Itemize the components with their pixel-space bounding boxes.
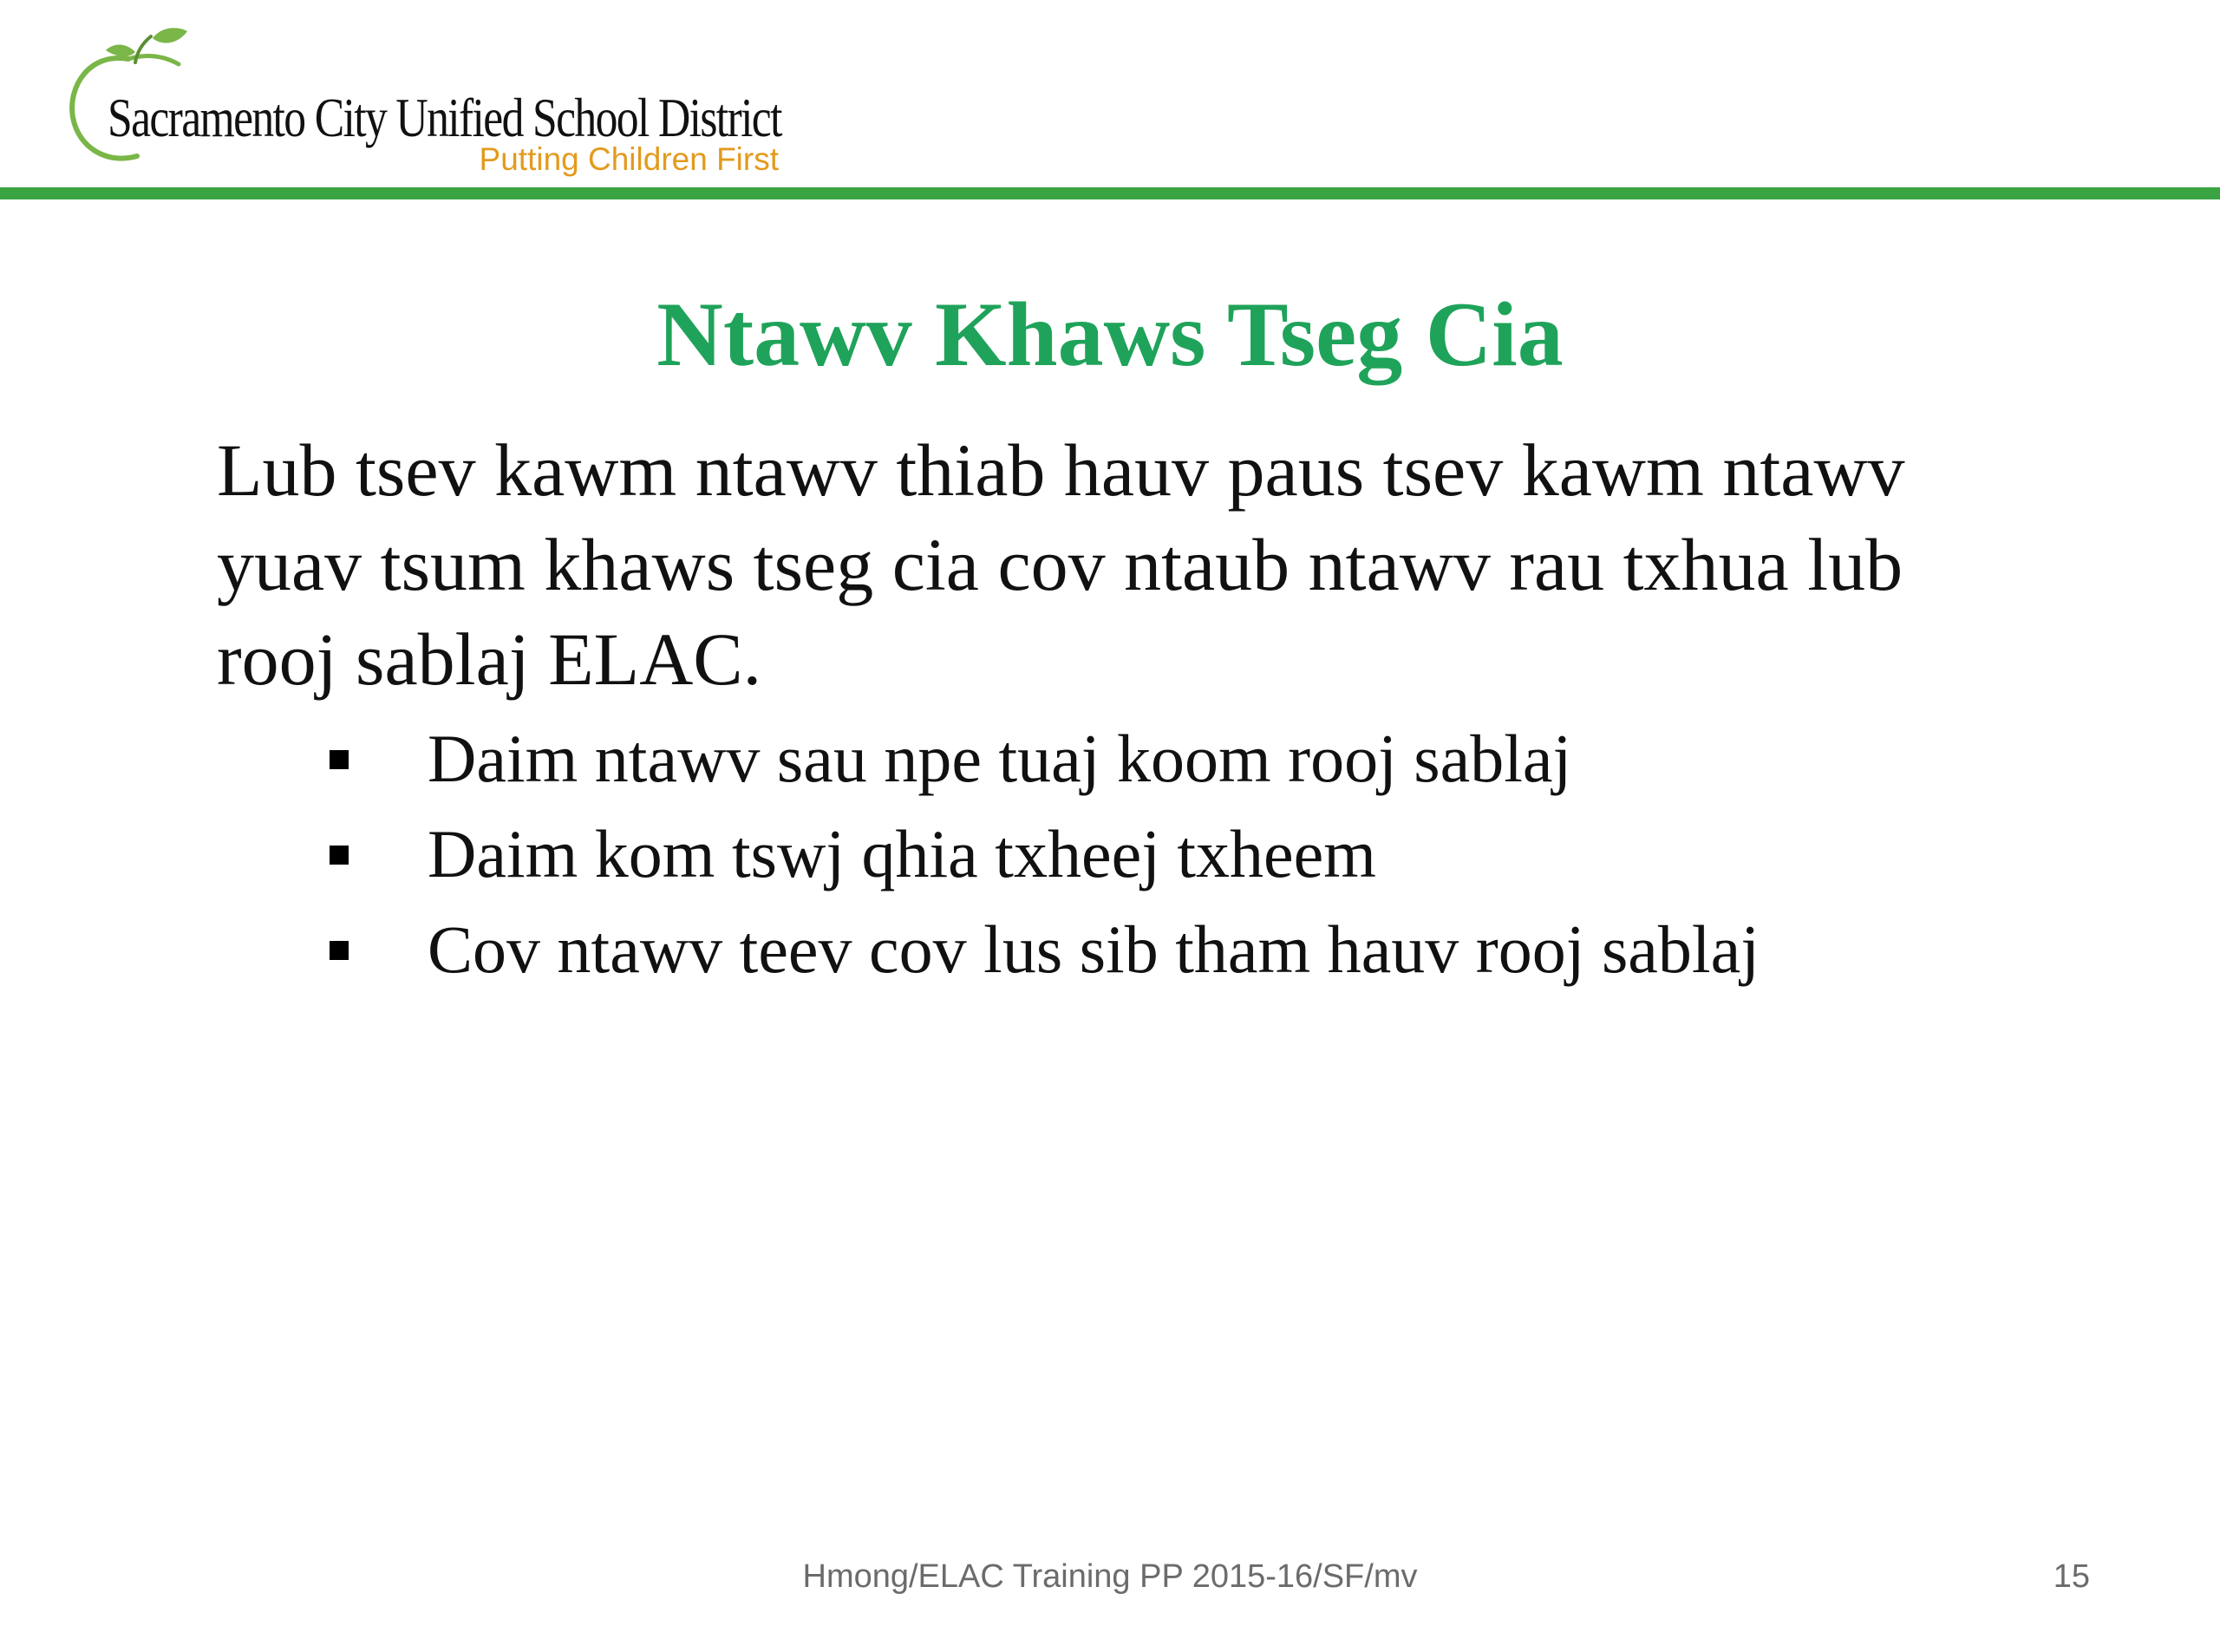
slide-number: 15 (2053, 1558, 2090, 1595)
bullet-text: Daim kom tswj qhia txheej txheem (428, 816, 1376, 891)
slide-body-text: Lub tsev kawm ntawv thiab hauv paus tsev kawm ntawv yuav tsum khaws tseg cia cov ntaub ntawv rau txhua lub rooj sablaj ELAC. (217, 428, 1905, 701)
bullet-item (330, 711, 2064, 806)
bullet-text: Daim ntawv sau npe tuaj koom rooj sablaj (428, 721, 1572, 796)
district-logo (68, 26, 796, 186)
bullet-item (330, 806, 2064, 902)
square-bullet-icon (330, 846, 349, 865)
square-bullet-icon (330, 941, 349, 960)
district-name: Sacramento City Unified School District (108, 88, 781, 148)
slide-header (0, 0, 2220, 208)
bullet-text: Cov ntawv teev cov lus sib tham hauv rooj sablaj (428, 911, 1760, 987)
bullet-item (330, 902, 2064, 997)
square-bullet-icon (330, 750, 349, 769)
slide-title: Ntawv Khaws Tseg Cia (656, 284, 1564, 385)
slide-footer: Hmong/ELAC Training PP 2015-16/SF/mv (802, 1558, 1418, 1595)
district-tagline: Putting Children First (479, 141, 779, 177)
bullet-list (330, 711, 2064, 997)
header-divider (0, 187, 2220, 199)
